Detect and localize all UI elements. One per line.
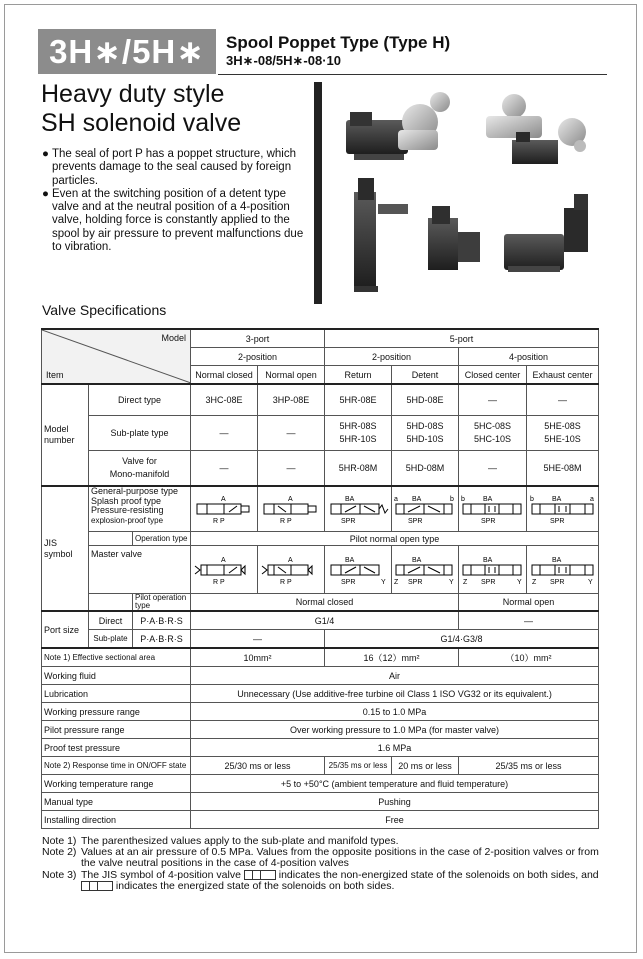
row-label: Pilot pressure range: [42, 721, 191, 739]
svg-text:A: A: [288, 496, 293, 503]
feature-item: ● The seal of port P has a poppet structure, which prevents damage to the seal caused by foreign particles.: [42, 148, 296, 187]
feature-item: ● Even at the switching position of a detent type valve and at the neutral position of a 4-position valve, holding force is constantly applied to the spool by air pressure to prevent malfunctions due to vibration.: [42, 187, 304, 254]
svg-text:R P: R P: [213, 578, 225, 586]
row-label: Working temperature range: [42, 775, 191, 793]
header-2position: 2-position: [325, 348, 459, 366]
table-cell: 3HP-08E: [258, 384, 325, 416]
table-cell: Normal closed: [191, 594, 459, 612]
table-cell: 0.15 to 1.0 MPa: [191, 703, 599, 721]
valve-symbol-icon: [81, 881, 113, 891]
table-cell: —: [191, 451, 258, 487]
product-photo: [314, 82, 607, 304]
valve-symbol-icon: [193, 553, 255, 587]
notes: [42, 836, 602, 892]
jis-symbol-exhaust-center: [527, 486, 599, 532]
table-cell: —: [258, 416, 325, 451]
col-header: Closed center: [459, 366, 527, 385]
row-label-jis-general: General-purpose type Splash proof type Pressure-resisting explosion-proof type: [89, 486, 191, 532]
model-line: 3H∗-08/5H∗-08·10: [226, 53, 342, 68]
valve-symbol-icon: [193, 492, 255, 526]
row-group-label: JIS symbol: [42, 486, 89, 611]
svg-text:BA: BA: [412, 556, 422, 564]
note-3: Note 3) The JIS symbol of 4-position valve indicates the non-energized state of the solenoids on both sides, and indicates the energized state of the solenoids on both sides.: [42, 868, 599, 892]
svg-text:BA: BA: [345, 556, 355, 564]
row-group-label: Model number: [42, 384, 89, 486]
svg-text:BA: BA: [551, 556, 561, 564]
row-label: Master valve: [89, 546, 191, 594]
valve-symbol-icon: [461, 553, 525, 587]
svg-text:b: b: [529, 496, 534, 503]
row-label: Note 1) Effective sectional area: [42, 648, 191, 667]
row-label: Installing direction: [42, 811, 191, 829]
svg-text:BA: BA: [412, 496, 422, 503]
table-cell: Pushing: [191, 793, 599, 811]
svg-text:Z: Z: [394, 578, 399, 586]
col-header: Return: [325, 366, 392, 385]
valve-symbol-icon: [260, 553, 322, 587]
row-label: Note 2) Response time in ON/OFF state: [42, 757, 191, 775]
header-2position: 2-position: [191, 348, 325, 366]
table-row: [42, 416, 599, 451]
valve-symbol-icon: [394, 492, 456, 526]
valve-symbol-icon: [260, 492, 322, 526]
row-label: Sub-plate: [89, 630, 133, 649]
row-label: P·A·B·R·S: [133, 611, 191, 630]
svg-text:a: a: [589, 496, 594, 503]
table-cell: 25/35 ms or less: [325, 757, 392, 775]
table-cell: Pilot normal open type: [191, 532, 599, 546]
svg-text:R P: R P: [280, 578, 292, 586]
heading-rule: [218, 74, 607, 75]
svg-text:BA: BA: [551, 496, 561, 503]
table-row: [42, 630, 599, 649]
row-group-label: Port size: [42, 611, 89, 648]
table-row: [42, 721, 599, 739]
table-cell: Free: [191, 811, 599, 829]
table-row: [42, 739, 599, 757]
table-cell: Air: [191, 667, 599, 685]
row-label: Proof test pressure: [42, 739, 191, 757]
master-symbol-return: [325, 546, 392, 594]
table-row: [42, 757, 599, 775]
table-cell: 5HC-08S 5HC-10S: [459, 416, 527, 451]
valve-symbol-icon: [244, 870, 276, 880]
table-cell: —: [191, 630, 325, 649]
valve-2: [486, 94, 586, 164]
master-symbol-detent: [392, 546, 459, 594]
valve-symbol-icon: [530, 492, 596, 526]
spec-table-wrap: [41, 328, 599, 829]
table-row: [42, 667, 599, 685]
valve-1: [346, 92, 450, 160]
row-label: Working fluid: [42, 667, 191, 685]
table-cell: +5 to +50°C (ambient temperature and fluid temperature): [191, 775, 599, 793]
table-cell: Over working pressure to 1.0 MPa (for master valve): [191, 721, 599, 739]
valve-symbol-icon: [327, 492, 389, 526]
svg-text:Y: Y: [449, 578, 454, 586]
table-row: [42, 532, 599, 546]
valve-symbol-icon: [530, 553, 596, 587]
table-cell: 5HR-08S 5HR-10S: [325, 416, 392, 451]
table-cell: G1/4: [191, 611, 459, 630]
table-row: [42, 546, 599, 594]
table-cell: （10）mm²: [459, 648, 599, 667]
table-cell: [89, 532, 133, 546]
jis-symbol-5port-return: [325, 486, 392, 532]
svg-text:a: a: [394, 496, 398, 503]
svg-text:SPR: SPR: [408, 518, 423, 525]
col-header: Detent: [392, 366, 459, 385]
bullet-icon: ●: [42, 187, 49, 200]
svg-text:Y: Y: [381, 578, 386, 586]
col-header: Normal closed: [191, 366, 258, 385]
table-cell: Normal open: [459, 594, 599, 612]
table-cell: —: [527, 384, 599, 416]
table-cell: 5HR-08E: [325, 384, 392, 416]
valve-photo-illustration: [328, 82, 607, 304]
row-label: Direct: [89, 611, 133, 630]
valve-3: [354, 178, 408, 292]
table-cell: 5HD-08E: [392, 384, 459, 416]
header-4position: 4-position: [459, 348, 599, 366]
svg-text:SPR: SPR: [549, 518, 564, 525]
table-row: [42, 685, 599, 703]
table-row: [42, 775, 599, 793]
table-cell: —: [459, 611, 599, 630]
table-cell: 3HC-08E: [191, 384, 258, 416]
col-header: Normal open: [258, 366, 325, 385]
svg-text:BA: BA: [482, 496, 492, 503]
valve-4: [428, 206, 480, 270]
type-title: Spool Poppet Type (Type H): [226, 33, 451, 52]
svg-text:SPR: SPR: [341, 518, 356, 525]
table-cell: 1.6 MPa: [191, 739, 599, 757]
series-badge: 3H∗/5H∗: [38, 29, 216, 74]
svg-text:SPR: SPR: [341, 578, 356, 586]
svg-text:R P: R P: [280, 518, 292, 525]
valve-symbol-icon: [461, 492, 525, 526]
table-cell: G1/4·G3/8: [325, 630, 599, 649]
svg-text:R P: R P: [213, 518, 225, 525]
table-row: [42, 648, 599, 667]
note-2: Note 2) Values at an air pressure of 0.5 MPa. Values from the opposite positions in the case of 2-position valves or from the valve neutral positions in the case of 4-position valves: [42, 846, 599, 870]
valve-5: [504, 194, 588, 272]
row-label: Pilot operation type: [133, 594, 191, 612]
row-label: Lubrication: [42, 685, 191, 703]
master-symbol-3port-nc: [191, 546, 258, 594]
svg-text:Y: Y: [587, 578, 593, 586]
photo-bar: [314, 82, 322, 304]
svg-text:SPR: SPR: [480, 518, 495, 525]
svg-text:b: b: [450, 496, 454, 503]
valve-spec-table: [41, 328, 599, 829]
table-cell: 5HE-08S 5HE-10S: [527, 416, 599, 451]
main-title: [41, 80, 241, 138]
row-label: Sub-plate type: [89, 416, 191, 451]
table-row: [42, 611, 599, 630]
table-cell: 5HE-08M: [527, 451, 599, 487]
row-label: Operation type: [133, 532, 191, 546]
table-cell: 10mm²: [191, 648, 325, 667]
table-row: [42, 703, 599, 721]
table-row: [42, 594, 599, 612]
table-cell: —: [258, 451, 325, 487]
header-3port: 3-port: [191, 329, 325, 348]
row-label: Manual type: [42, 793, 191, 811]
svg-text:BA: BA: [482, 556, 492, 564]
table-cell: —: [459, 384, 527, 416]
table-row: [42, 451, 599, 487]
row-label: Direct type: [89, 384, 191, 416]
master-symbol-exhaust-center: [527, 546, 599, 594]
svg-text:SPR: SPR: [480, 578, 495, 586]
valve-symbol-icon: [394, 553, 456, 587]
table-cell: [89, 594, 133, 612]
table-row: [42, 486, 599, 532]
table-row: [42, 811, 599, 829]
svg-text:Z: Z: [462, 578, 467, 586]
corner-item-label: Item: [46, 370, 64, 380]
table-row: [42, 793, 599, 811]
table-row: [42, 384, 599, 416]
table-cell: Unnecessary (Use additive-free turbine oil Class 1 ISO VG32 or its equivalent.): [191, 685, 599, 703]
note-1: Note 1) The parenthesized values apply to the sub-plate and manifold types.: [42, 835, 399, 847]
svg-text:A: A: [288, 556, 293, 564]
svg-text:Y: Y: [516, 578, 522, 586]
jis-symbol-3port-nc: [191, 486, 258, 532]
main-title-line1: Heavy duty style: [41, 80, 225, 108]
table-cell: 25/30 ms or less: [191, 757, 325, 775]
jis-symbol-5port-detent: [392, 486, 459, 532]
table-cell: —: [459, 451, 527, 487]
table-cell: 5HR-08M: [325, 451, 392, 487]
col-header: Exhaust center: [527, 366, 599, 385]
row-label: Valve for Mono-manifold: [89, 451, 191, 487]
master-symbol-3port-no: [258, 546, 325, 594]
table-corner: [42, 329, 191, 384]
table-cell: 5HD-08M: [392, 451, 459, 487]
table-cell: 5HD-08S 5HD-10S: [392, 416, 459, 451]
svg-text:SPR: SPR: [408, 578, 423, 586]
svg-text:BA: BA: [345, 496, 355, 503]
jis-symbol-closed-center: [459, 486, 527, 532]
master-symbol-closed-center: [459, 546, 527, 594]
table-cell: 25/35 ms or less: [459, 757, 599, 775]
row-label: Working pressure range: [42, 703, 191, 721]
svg-text:SPR: SPR: [549, 578, 564, 586]
valve-symbol-icon: [327, 553, 389, 587]
bullet-icon: ●: [42, 148, 49, 160]
corner-model-label: Model: [161, 333, 187, 343]
svg-text:Z: Z: [531, 578, 536, 586]
table-header-row: [42, 329, 599, 348]
table-cell: —: [191, 416, 258, 451]
section-title: Valve Specifications: [42, 302, 167, 318]
header-5port: 5-port: [325, 329, 599, 348]
table-cell: 20 ms or less: [392, 757, 459, 775]
feature-list: [42, 148, 304, 254]
jis-symbol-3port-no: [258, 486, 325, 532]
svg-text:b: b: [460, 496, 465, 503]
svg-text:A: A: [221, 496, 226, 503]
svg-text:A: A: [221, 556, 226, 564]
table-cell: 16（12）mm²: [325, 648, 459, 667]
row-label: P·A·B·R·S: [133, 630, 191, 649]
main-title-line2: SH solenoid valve: [41, 109, 242, 137]
